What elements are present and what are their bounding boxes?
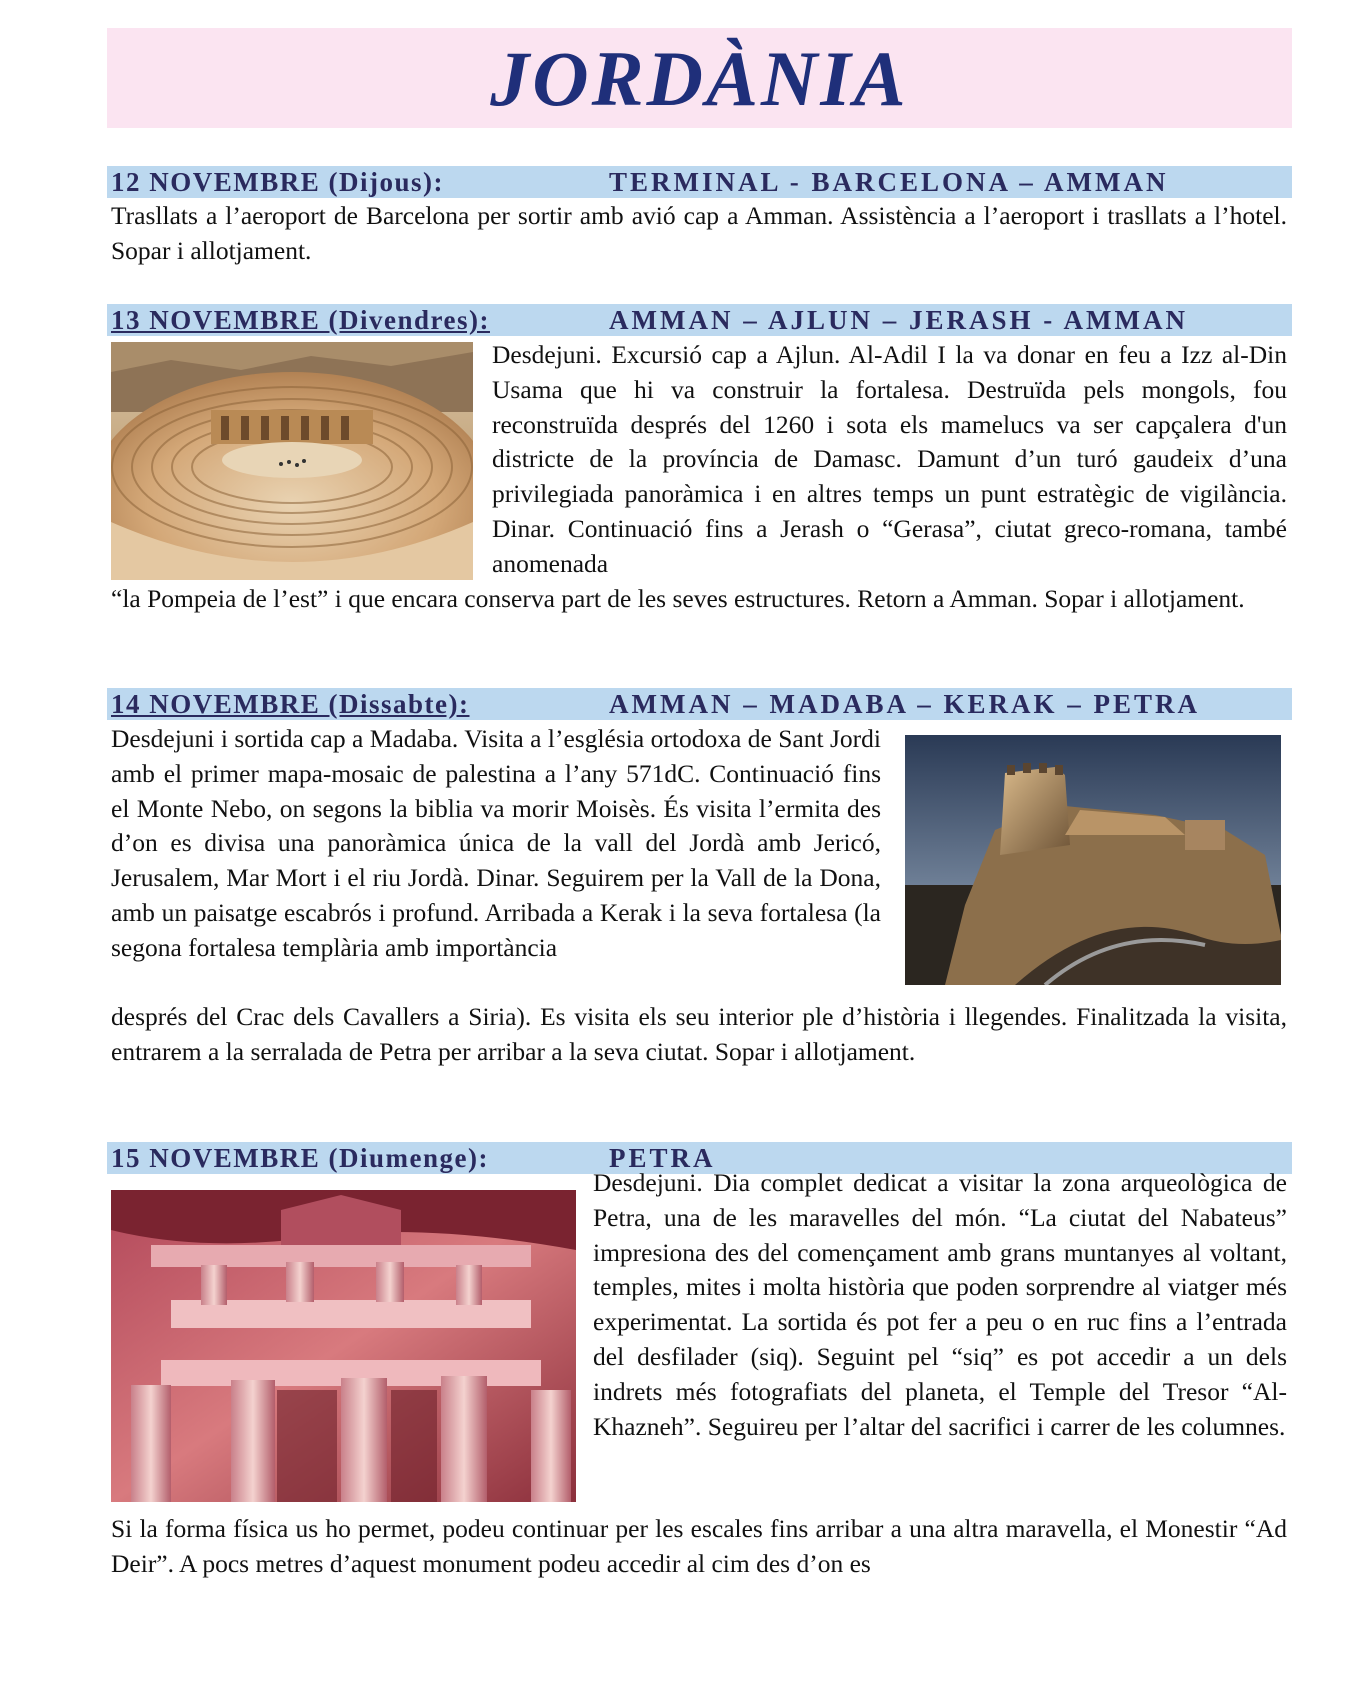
day-route: AMMAN – MADABA – KERAK – PETRA bbox=[609, 689, 1200, 719]
kerak-castle-photo bbox=[905, 735, 1281, 985]
day-description: Desdejuni i sortida cap a Madaba. Visita a l’església ortodoxa de Sant Jordi amb el primer mapa-mosaic de palestina a l’any 571dC. Continuació fins el Monte Nebo, on segons la biblia va morir Moisès. És visita l’ermita des d’on es divisa una panoràmica única de la vall del Jordà amb Jericó, Jerusalem, Mar Mort i el riu Jordà. Dinar. Seguirem per la Vall de la Dona, amb un paisatge escabrós i profund. Arribada a Kerak i la seva fortalesa (la segona fortalesa templària amb importància bbox=[111, 724, 881, 962]
day-date: 12 NOVEMBRE (Dijous): bbox=[111, 167, 444, 197]
day-route: AMMAN – AJLUN – JERASH - AMMAN bbox=[609, 305, 1188, 335]
jerash-amphitheatre-photo bbox=[111, 342, 473, 580]
day-date: 13 NOVEMBRE (Divendres): bbox=[111, 305, 490, 335]
day-header-14-novembre bbox=[107, 688, 1292, 720]
day-route: PETRA bbox=[609, 1143, 716, 1173]
day-description-continued: “la Pompeia de l’est” i que encara conserva part de les seves estructures. Retorn a Amman. Sopar i allotjament. bbox=[111, 584, 1245, 613]
day-header-13-novembre bbox=[107, 304, 1292, 336]
day-description: Desdejuni. Excursió cap a Ajlun. Al-Adil I la va donar en feu a Izz al-Din Usama que hi va construir la fortalesa. Destruïda pels mongols, fou reconstruïda després del 1260 i sota els mamelucs va ser capçalera d'un districte de la província de Damasc. Damunt d’un turó gaudeix d’una privilegiada panoràmica i en altres temps un punt estratègic de vigilància. Dinar. Continuació fins a Jerash o “Gerasa”, ciutat greco-romana, també anomenada bbox=[492, 340, 1287, 578]
page-title: JORDÀNIA bbox=[490, 35, 909, 122]
day-header-12-novembre bbox=[107, 166, 1292, 198]
day-description: Trasllats a l’aeroport de Barcelona per sortir amb avió cap a Amman. Assistència a l’aeroport i trasllats a l’hotel. Sopar i allotjament. bbox=[111, 201, 1287, 265]
petra-treasury-photo bbox=[111, 1190, 576, 1502]
day-route: TERMINAL - BARCELONA – AMMAN bbox=[609, 167, 1169, 197]
day-date: 15 NOVEMBRE (Diumenge): bbox=[111, 1143, 489, 1173]
title-band bbox=[107, 28, 1292, 128]
day-description-continued: després del Crac dels Cavallers a Siria). Es visita els seu interior ple d’història i llegendes. Finalitzada la visita, entrarem a la serralada de Petra per arribar a la seva ciutat. Sopar i allotjament. bbox=[111, 1002, 1287, 1066]
day-description: Desdejuni. Dia complet dedicat a visitar la zona arqueològica de Petra, una de les maravelles del món. “La ciutat del Nabateus” impresiona des del començament amb grans muntanyes al voltant, temples, mites i molta història que poden sorprendre al viatger més experimentat. La sortida és pot fer a peu o en ruc fins a l’entrada del desfilader (siq). Seguint pel “siq” es pot accedir a un dels indrets més fotografiats del planeta, el Temple del Tresor “Al-Khazneh”. Seguireu per l’altar del sacrifici i carrer de les columnes. bbox=[593, 1168, 1287, 1441]
day-description-continued: Si la forma física us ho permet, podeu continuar per les escales fins arribar a una altra maravella, el Monestir “Ad Deir”. A pocs metres d’aquest monument podeu accedir al cim des d’on es bbox=[111, 1514, 1287, 1578]
day-date: 14 NOVEMBRE (Dissabte): bbox=[111, 689, 470, 719]
